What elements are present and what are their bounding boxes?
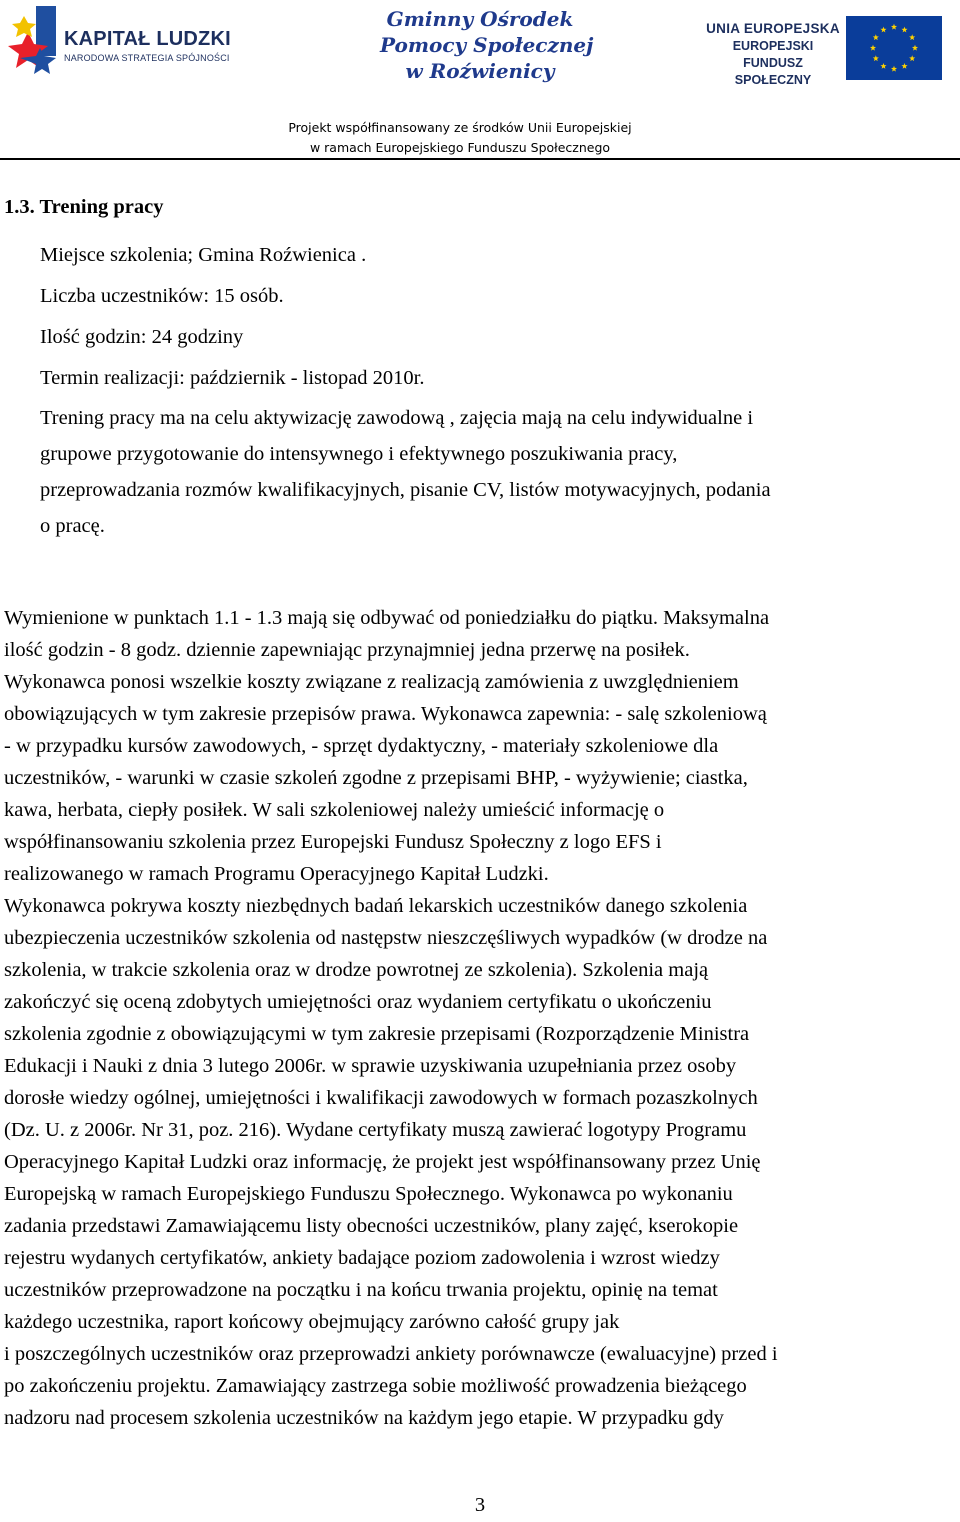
paragraph-purpose [40, 400, 930, 544]
paragraph-line: zadania przedstawi Zamawiającemu listy obecności uczestników, plany zajęć, kserokopie [4, 1215, 739, 1237]
kapital-ludzki-logo [6, 6, 236, 80]
header-divider [0, 158, 960, 160]
training-details [40, 235, 425, 399]
paragraph-line: Trening pracy ma na celu aktywizację zawodową , zajęcia mają na celu indywidualne i [40, 407, 754, 429]
paragraph-conditions [4, 602, 954, 1434]
detail-term: Termin realizacji: październik - listopad 2010r. [40, 367, 425, 389]
paragraph-line: obowiązujących w tym zakresie przepisów prawa. Wykonawca zapewnia: - salę szkoleniową [4, 703, 767, 725]
paragraph-line: kawa, herbata, ciepły posiłek. W sali szkoleniowej należy umieścić informację o [4, 799, 665, 821]
paragraph-line: - w przypadku kursów zawodowych, - sprzęt dydaktyczny, - materiały szkoleniowe dla [4, 735, 719, 757]
paragraph-line: realizowanego w ramach Programu Operacyjnego Kapitał Ludzki. [4, 863, 549, 885]
paragraph-line: nadzoru nad procesem szkolenia uczestników na każdym jego etapie. W przypadku gdy [4, 1407, 724, 1429]
paragraph-line: przeprowadzania rozmów kwalifikacyjnych, pisanie CV, listów motywacyjnych, podania [40, 479, 771, 501]
eu-flag-icon [846, 16, 942, 80]
page-header [0, 0, 960, 158]
project-line-1: Projekt współfinansowany ze środków Unii Europejskiej [288, 120, 632, 135]
paragraph-line: grupowe przygotowanie do intensywnego i efektywnego poszukiwania pracy, [40, 443, 678, 465]
paragraph-line: rejestru wydanych certyfikatów, ankiety badające poziom zadowolenia i wzrost wiedzy [4, 1247, 720, 1269]
eu-logo [704, 16, 942, 87]
paragraph-line: dorosłe wiedzy ogólnej, umiejętności i kwalifikacji zawodowych w formach pozaszkolnych [4, 1087, 758, 1109]
paragraph-line: o pracę. [40, 515, 105, 537]
page-number: 3 [474, 1494, 486, 1516]
detail-hours: Ilość godzin: 24 godziny [40, 326, 244, 348]
paragraph-line: po zakończeniu projektu. Zamawiający zastrzega sobie możliwość prowadzenia bieżącego [4, 1375, 747, 1397]
eu-line-2: EUROPEJSKI [732, 39, 814, 53]
paragraph-line: Operacyjnego Kapitał Ludzki oraz informację, że projekt jest współfinansowany przez Unię [4, 1151, 761, 1173]
paragraph-line: (Dz. U. z 2006r. Nr 31, poz. 216). Wydane certyfikaty muszą zawierać logotypy Programu [4, 1119, 747, 1141]
kapital-ludzki-title: KAPITAŁ LUDZKI [64, 28, 231, 50]
paragraph-line: i poszczególnych uczestników oraz przeprowadzi ankiety porównawcze (ewaluacyjne) przed i [4, 1343, 778, 1365]
paragraph-line: Wymienione w punktach 1.1 - 1.3 mają się odbywać od poniedziałku do piątku. Maksymalna [4, 607, 770, 629]
eu-line-3: FUNDUSZ SPOŁECZNY [734, 56, 812, 87]
paragraph-line: szkolenia zgodnie z obowiązującymi w tym zakresie przepisami (Rozporządzenie Ministra [4, 1023, 750, 1045]
paragraph-line: ilość godzin - 8 godz. dziennie zapewniając przynajmniej jedna przerwę na posiłek. [4, 639, 690, 661]
paragraph-line: każdego uczestnika, raport końcowy obejmujący zarówno całość grupy jak [4, 1311, 620, 1333]
paragraph-line: uczestników, - warunki w czasie szkoleń zgodne z przepisami BHP, - wyżywienie; ciastka, [4, 767, 748, 789]
paragraph-line: Wykonawca ponosi wszelkie koszty związane z realizacją zamówienia z uwzględnieniem [4, 671, 739, 693]
paragraph-line: Wykonawca pokrywa koszty niezbędnych badań lekarskich uczestników danego szkolenia [4, 895, 748, 917]
paragraph-line: Europejską w ramach Europejskiego Funduszu Społecznego. Wykonawca po wykonaniu [4, 1183, 733, 1205]
project-line-2: w ramach Europejskiego Funduszu Społecznego [309, 140, 611, 155]
detail-participants: Liczba uczestników: 15 osób. [40, 285, 284, 307]
gops-logo [380, 6, 594, 86]
eu-text [704, 20, 842, 89]
gops-line-3: w Roźwienicy [405, 59, 555, 83]
eu-line-1: UNIA EUROPEJSKA [706, 21, 840, 36]
detail-location: Miejsce szkolenia; Gmina Roźwienica . [40, 244, 367, 266]
project-cofinancing-note [240, 118, 680, 158]
gops-line-1: Gminny Ośrodek [386, 7, 574, 31]
paragraph-line: szkolenia, w trakcie szkolenia oraz w drodze powrotnej ze szkolenia). Szkolenia mają [4, 959, 709, 981]
kapital-ludzki-emblem-icon [6, 6, 56, 76]
kapital-ludzki-subtitle: NARODOWA STRATEGIA SPÓJNOŚCI [64, 53, 230, 63]
paragraph-line: współfinansowaniu szkolenia przez Europejski Fundusz Społeczny z logo EFS i [4, 831, 662, 853]
section-heading: 1.3. Trening pracy [4, 196, 164, 218]
paragraph-line: zakończyć się oceną zdobytych umiejętności oraz wydaniem certyfikatu o ukończeniu [4, 991, 712, 1013]
paragraph-line: Edukacji i Nauki z dnia 3 lutego 2006r. w sprawie uzyskiwania uzupełniania przez osoby [4, 1055, 737, 1077]
paragraph-line: ubezpieczenia uczestników szkolenia od następstw nieszczęśliwych wypadków (w drodze na [4, 927, 768, 949]
paragraph-line: uczestników przeprowadzone na początku i na końcu trwania projektu, opinię na temat [4, 1279, 718, 1301]
gops-line-2: Pomocy Społecznej [380, 33, 594, 57]
